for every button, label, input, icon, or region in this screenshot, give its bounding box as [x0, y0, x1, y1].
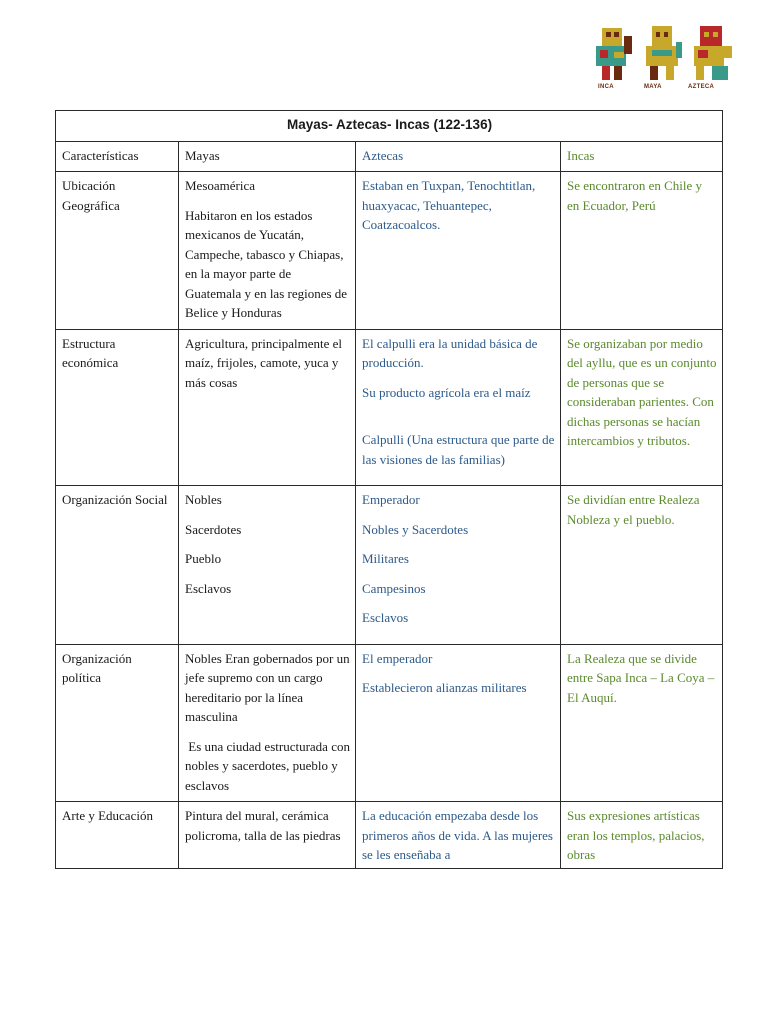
row-label: Estructura económica — [56, 329, 179, 486]
logo-label-azteca: AZTECA — [688, 84, 715, 90]
cell-text: Sus expresiones artísticas eran los templos, palacios, obras — [567, 808, 705, 862]
cell-text: Establecieron alianzas militares — [362, 680, 527, 695]
cell-text: Militares — [362, 551, 409, 566]
maya-figure-icon — [640, 22, 684, 84]
table-title: Mayas- Aztecas- Incas (122-136) — [56, 111, 723, 142]
row-label: Organización Social — [56, 486, 179, 645]
title-row — [56, 111, 723, 142]
header-aztecas: Aztecas — [356, 141, 561, 172]
cell-aztecas — [356, 172, 561, 330]
comparison-table — [55, 110, 723, 869]
cell-incas — [561, 172, 723, 330]
cell-text: Esclavos — [362, 610, 409, 625]
table-row — [56, 802, 723, 869]
cell-text: Nobles y Sacerdotes — [362, 521, 469, 537]
cell-text: Su producto agrícola era el maíz — [362, 384, 531, 400]
civilizations-logo — [588, 22, 738, 92]
azteca-figure-icon — [688, 22, 734, 84]
cell-aztecas — [356, 329, 561, 486]
cell-text: Habitaron en los estados mexicanos de Yucatán, Campeche, tabasco y Chiapas, en la mayor parte de Guatemala y en las regiones de Belice y Honduras — [185, 207, 348, 320]
cell-aztecas — [356, 802, 561, 869]
cell-text: Agricultura, principalmente el maíz, frijoles, camote, yuca y más cosas — [185, 335, 343, 390]
inca-figure-icon — [592, 22, 636, 84]
cell-text: Estaban en Tuxpan, Tenochtitlan, huaxyacac, Tehuantepec, Coatzacoalcos. — [362, 178, 536, 232]
cell-incas — [561, 486, 723, 645]
cell-text: Calpulli (Una estructura que parte de las visiones de las familias) — [362, 432, 555, 467]
cell-incas — [561, 802, 723, 869]
logo-label-inca: INCA — [598, 84, 614, 90]
cell-text: Se encontraron en Chile y en Ecuador, Perú — [567, 178, 703, 213]
row-label: Ubicación Geográfica — [56, 172, 179, 330]
cell-incas — [561, 644, 723, 802]
cell-text: Se dividían entre Realeza Nobleza y el pueblo. — [567, 492, 700, 527]
cell-text: Es una ciudad estructurada con nobles y sacerdotes, pueblo y esclavos — [185, 738, 354, 793]
row-label: Arte y Educación — [56, 802, 179, 869]
cell-text: Nobles Eran gobernados por un jefe supremo con un cargo hereditario por la línea masculina — [185, 650, 350, 724]
cell-mayas — [179, 329, 356, 486]
table-row — [56, 486, 723, 645]
table-row — [56, 329, 723, 486]
cell-aztecas — [356, 644, 561, 802]
cell-mayas — [179, 802, 356, 869]
cell-incas — [561, 329, 723, 486]
table-row — [56, 172, 723, 330]
cell-mayas — [179, 644, 356, 802]
cell-text: Emperador — [362, 492, 420, 507]
cell-text: Pueblo — [185, 551, 222, 566]
cell-text: Mesoamérica — [185, 178, 256, 193]
header-row — [56, 141, 723, 172]
cell-text: Se organizaban por medio del ayllu, que es un conjunto de personas que se consideraban parientes. Con dichas personas se hacían intercambios y tributos. — [567, 335, 717, 448]
cell-text: Sacerdotes — [185, 521, 242, 537]
cell-text: Nobles — [185, 492, 222, 507]
cell-text: Esclavos — [185, 580, 232, 596]
logo-label-maya: MAYA — [644, 84, 662, 90]
table-row — [56, 644, 723, 802]
cell-mayas — [179, 172, 356, 330]
cell-text: La Realeza que se divide entre Sapa Inca – La Coya – El Auquí. — [567, 650, 715, 705]
header-incas: Incas — [561, 141, 723, 172]
cell-text: Pintura del mural, cerámica policroma, talla de las piedras — [185, 808, 341, 843]
row-label: Organización política — [56, 644, 179, 802]
cell-aztecas — [356, 486, 561, 645]
cell-mayas — [179, 486, 356, 645]
header-mayas: Mayas — [179, 141, 356, 172]
cell-text: Campesinos — [362, 580, 426, 596]
header-caracteristicas: Características — [56, 141, 179, 172]
cell-text: El emperador — [362, 650, 433, 666]
cell-text: El calpulli era la unidad básica de producción. — [362, 335, 538, 370]
cell-text: La educación empezaba desde los primeros años de vida. A las mujeres se les enseñaba a — [362, 808, 553, 862]
